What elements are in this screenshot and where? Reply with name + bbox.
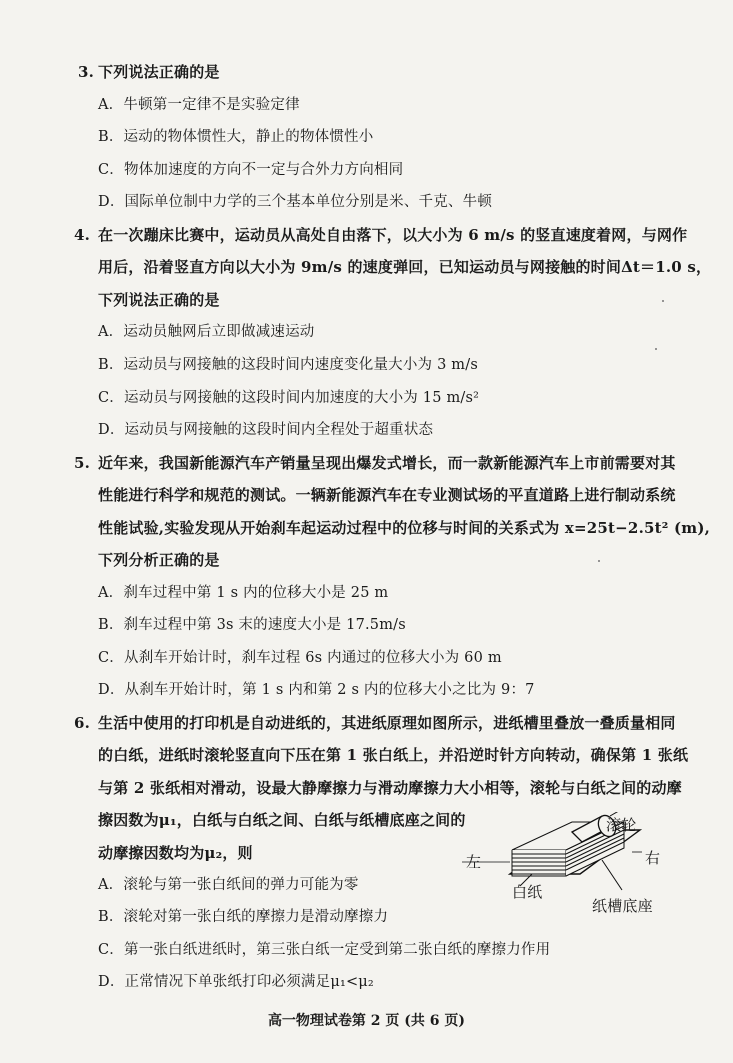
- q3-stem-line-1: 下列说法正确的是: [98, 63, 220, 81]
- paper-feed-diagram: [462, 812, 702, 922]
- q6-option-b: B．滚轮对第一张白纸的摩擦力是滑动摩擦力: [98, 909, 389, 925]
- q6-stem-line-2: 的白纸，进纸时滚轮竖直向下压在第 1 张白纸上，并沿逆时针方向转动，确保第 1 张纸: [98, 746, 689, 764]
- diagram-label-paper: 白纸: [512, 883, 543, 901]
- q4-stem-line-3: 下列说法正确的是: [98, 291, 220, 309]
- q3-option-a: A．牛顿第一定律不是实验定律: [98, 97, 300, 113]
- q5-stem-line-3: 性能试验,实验发现从开始刹车起运动过程中的位移与时间的关系式为 x=25t−2.5t² (m),: [98, 519, 711, 537]
- diagram-label-left: 左: [466, 853, 482, 871]
- q6-stem-line-1: 生活中使用的打印机是自动进纸的，其进纸原理如图所示，进纸槽里叠放一叠质量相同: [98, 714, 676, 732]
- q5-stem-line-4: 下列分析正确的是: [98, 551, 220, 569]
- diagram-label-right: 右: [645, 849, 661, 867]
- q5-option-b: B．刹车过程中第 3s 末的速度大小是 17.5m/s: [98, 617, 406, 633]
- q4-option-c: C．运动员与网接触的这段时间内加速度的大小为 15 m/s²: [98, 390, 480, 406]
- q6-option-d: D．正常情况下单张纸打印必须满足μ₁<μ₂: [98, 974, 374, 990]
- q4-stem-line-2: 用后，沿着竖直方向以大小为 9m/s 的速度弹回，已知运动员与网接触的时间Δt＝1.0 s，: [98, 258, 712, 276]
- q5-option-a: A．刹车过程中第 1 s 内的位移大小是 25 m: [98, 585, 389, 601]
- page-footer: 高一物理试卷第 2 页 (共 6 页): [267, 1013, 466, 1029]
- q3-option-c: C．物体加速度的方向不一定与合外力方向相同: [98, 162, 404, 178]
- scan-speck: [655, 348, 657, 350]
- diagram-label-roller: 滚轮: [606, 816, 637, 834]
- q5-option-c: C．从刹车开始计时，刹车过程 6s 内通过的位移大小为 60 m: [98, 650, 502, 666]
- q6-stem-line-3: 与第 2 张纸相对滑动，设最大静摩擦力与滑动摩擦力大小相等，滚轮与白纸之间的动摩: [98, 779, 682, 797]
- q3-option-b: B．运动的物体惯性大，静止的物体惯性小: [98, 129, 374, 145]
- q4-option-d: D．运动员与网接触的这段时间内全程处于超重状态: [98, 422, 434, 438]
- q4-option-b: B．运动员与网接触的这段时间内速度变化量大小为 3 m/s: [98, 357, 478, 373]
- q6-stem-line-4: 擦因数为μ₁，白纸与白纸之间、白纸与纸槽底座之间的: [98, 811, 466, 829]
- q4-number: 4.: [74, 226, 91, 244]
- q4-option-a: A．运动员触网后立即做减速运动: [98, 324, 315, 340]
- q5-option-d: D．从刹车开始计时，第 1 s 内和第 2 s 内的位移大小之比为 9：7: [98, 682, 535, 698]
- scan-speck: [598, 560, 600, 562]
- scan-speck: [662, 300, 664, 302]
- q6-stem-line-5: 动摩擦因数均为μ₂，则: [98, 844, 253, 862]
- q3-number: 3.: [78, 63, 95, 81]
- q6-option-c: C．第一张白纸进纸时，第三张白纸一定受到第二张白纸的摩擦力作用: [98, 942, 551, 958]
- q4-stem-line-1: 在一次蹦床比赛中，运动员从高处自由落下，以大小为 6 m/s 的竖直速度着网，与网作: [98, 226, 688, 244]
- q5-stem-line-1: 近年来，我国新能源汽车产销量呈现出爆发式增长，而一款新能源汽车上市前需要对其: [98, 454, 676, 472]
- q3-option-d: D．国际单位制中力学的三个基本单位分别是米、千克、牛顿: [98, 194, 493, 210]
- q6-option-a: A．滚轮与第一张白纸间的弹力可能为零: [98, 877, 359, 893]
- q5-number: 5.: [74, 454, 91, 472]
- q5-stem-line-2: 性能进行科学和规范的测试。一辆新能源汽车在专业测试场的平直道路上进行制动系统: [98, 486, 676, 504]
- diagram-label-tray: 纸槽底座: [592, 897, 653, 915]
- q6-number: 6.: [74, 714, 91, 732]
